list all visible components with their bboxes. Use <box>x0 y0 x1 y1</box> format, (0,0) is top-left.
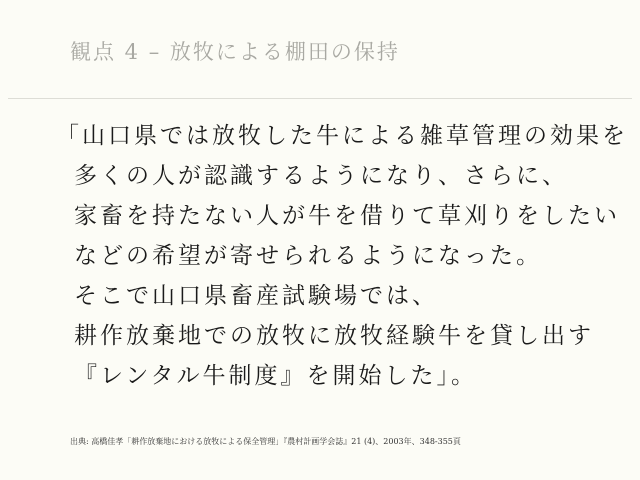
quote-line: 家畜を持たない人が牛を借りて草刈りをしたい <box>74 203 620 229</box>
slide-title: 観点 4 – 放牧による棚田の保持 <box>70 40 400 64</box>
citation: 出典: 高橋佳孝「耕作放棄地における放牧による保全管理」『農村計画学会誌』21 (4)、2003年、348-355頁 <box>70 437 461 446</box>
quote-line: 多くの人が認識するようになり、さらに、 <box>74 163 568 189</box>
quote-line: 『レンタル牛制度』を開始した」。 <box>74 363 478 389</box>
quote-line: そこで山口県畜産試験場では、 <box>74 283 438 309</box>
quote-line: 耕作放棄地での放牧に放牧経験牛を貸し出す <box>74 323 594 349</box>
quote-line: などの希望が寄せられるようになった。 <box>74 243 542 269</box>
quote-block <box>56 116 636 396</box>
title-divider <box>8 98 632 99</box>
quote-line: 「山口県では放牧した牛による雑草管理の効果を <box>56 123 628 149</box>
